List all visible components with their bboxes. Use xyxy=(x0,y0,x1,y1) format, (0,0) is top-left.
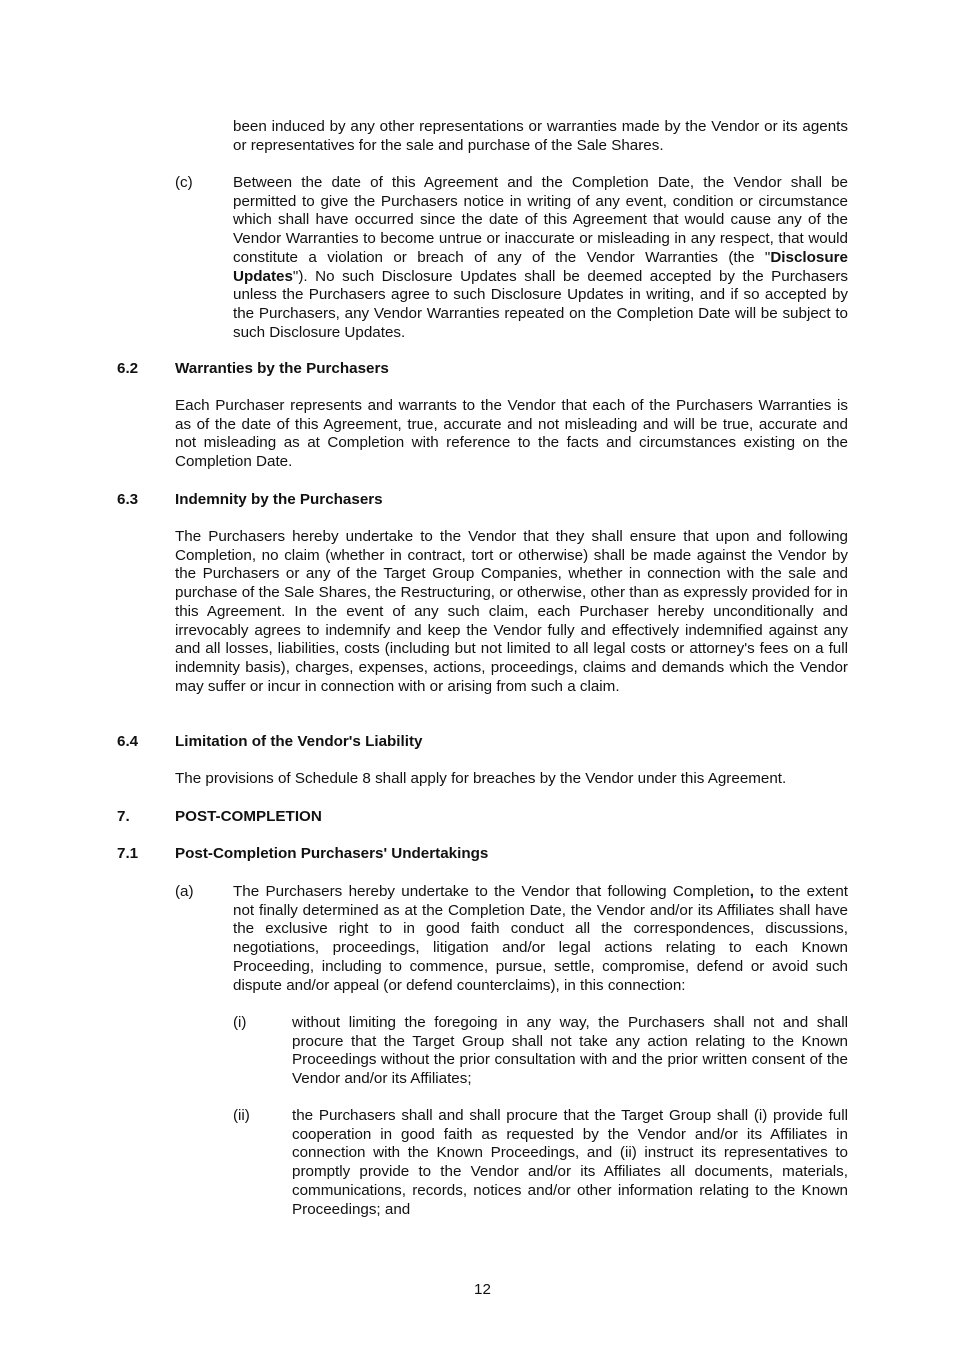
continuation-paragraph: been induced by any other representations or warranties made by the Vendor or its agents or representatives for the sale and purchase of the Sale Shares. xyxy=(233,118,848,154)
section-6-4-number: 6.4 xyxy=(117,733,139,750)
subclause-i-text: without limiting the foregoing in any way, the Purchasers shall not and shall procure that the Target Group shall not take any action relating to the Known Proceedings without the prior consultation with and the prior written consent of the Vendor and/or its Affiliates; xyxy=(292,1014,848,1088)
clause-a-text-before: The Purchasers hereby undertake to the Vendor that following Completion xyxy=(233,883,750,900)
section-6-2-body: Each Purchaser represents and warrants to the Vendor that each of the Purchasers Warranties is as of the date of this Agreement, true, accurate and not misleading and will be true, accurate and not misleading as at Completion with reference to the facts and circumstances existing on the Completion Date. xyxy=(175,397,848,471)
clause-c-text-after: "). No such Disclosure Updates shall be deemed accepted by the Purchasers unless the Purchasers agree to such Disclosure Updates in writing, and if so accepted by the Purchasers, any Vendor Warranties repeated on the Completion Date will be subject to such Disclosure Updates. xyxy=(233,267,848,341)
section-7-title: POST-COMPLETION xyxy=(175,808,322,825)
clause-a-text xyxy=(233,883,848,995)
subclause-i-label: (i) xyxy=(233,1014,247,1031)
section-7-1-title: Post-Completion Purchasers' Undertakings xyxy=(175,845,489,862)
clause-c-text-before: Between the date of this Agreement and the Completion Date, the Vendor shall be permitted to give the Purchasers notice in writing of any event, condition or circumstance which shall have occurred since the date of this Agreement that would cause any of the Vendor Warranties to become untrue or inaccurate or misleading in any respect, that would constitute a violation or breach of any of the Vendor Warranties (the " xyxy=(233,174,848,266)
section-7-1-number: 7.1 xyxy=(117,845,139,862)
section-6-4-title: Limitation of the Vendor's Liability xyxy=(175,733,423,750)
section-6-3-body: The Purchasers hereby undertake to the Vendor that they shall ensure that upon and following Completion, no claim (whether in contract, tort or otherwise) shall be made against the Vendor by the Purchasers or any of the Target Group Companies, whether in connection with the sale and purchase of the Sale Shares, the Restructuring, or otherwise, other than as expressly provided for in this Agreement. In the event of any such claim, each Purchaser hereby unconditionally and irrevocably agrees to indemnify and keep the Vendor fully and effectively indemnified against any and all losses, liabilities, costs (including but not limited to all legal costs or attorney's fees on a full indemnity basis), charges, expenses, actions, proceedings, claims and demands which the Vendor may suffer or incur in connection with or arising from such a claim. xyxy=(175,528,848,695)
section-6-4-body: The provisions of Schedule 8 shall apply for breaches by the Vendor under this Agreement. xyxy=(175,770,787,787)
clause-a-bold-comma: , xyxy=(749,883,754,900)
defined-term-disclosure-updates: Disclosure Updates xyxy=(233,248,848,285)
page-number: 12 xyxy=(474,1281,491,1298)
clause-a-text-after: to the extent not finally determined as at the Completion Date, the Vendor and/or its Affiliates shall have the exclusive right to in good faith conduct all the correspondences, discussions, negotiations, proceedings, litigation and/or legal actions relating to each Known Proceeding, including to commence, pursue, settle, compromise, defend or avoid such dispute and/or appeal (or defend counterclaims), in this connection: xyxy=(233,883,849,994)
section-6-3-title: Indemnity by the Purchasers xyxy=(175,491,383,508)
clause-c-text xyxy=(233,174,848,342)
subclause-ii-text: the Purchasers shall and shall procure that the Target Group shall (i) provide full cooperation in good faith as requested by the Vendor and/or its Affiliates in connection with the Known Proceedings, and (ii) instruct its representatives to promptly provide to the Vendor and/or its Affiliates all documents, materials, communications, records, notices and/or other information relating to the Known Proceedings; and xyxy=(292,1107,848,1218)
section-7-number: 7. xyxy=(117,808,130,825)
subclause-ii-label: (ii) xyxy=(233,1107,250,1124)
clause-a-label: (a) xyxy=(175,883,194,900)
section-6-2-title: Warranties by the Purchasers xyxy=(175,360,389,377)
section-6-3-number: 6.3 xyxy=(117,491,139,508)
section-6-2-number: 6.2 xyxy=(117,360,139,377)
clause-c-label: (c) xyxy=(175,174,193,191)
